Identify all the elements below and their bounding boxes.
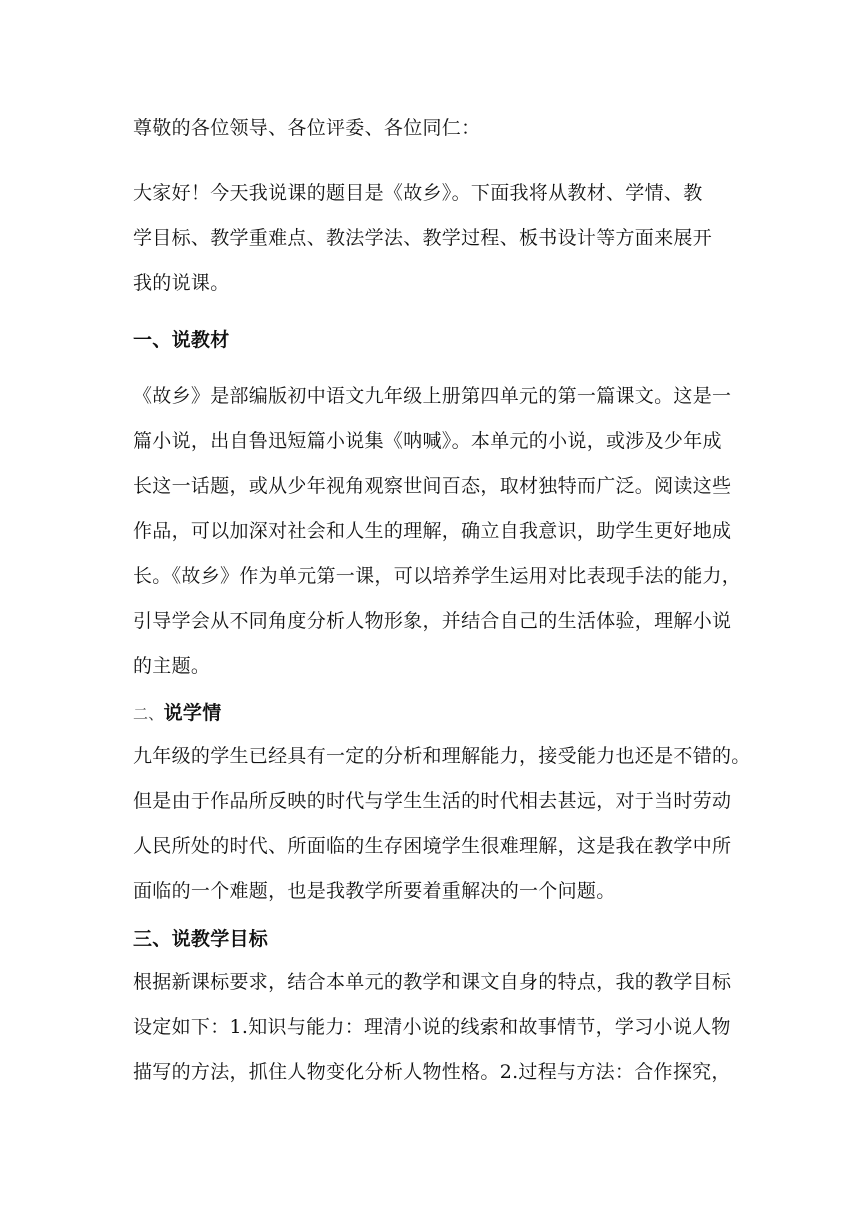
intro-line-1: 大家好！今天我说课的题目是《故乡》。下面我将从教材、学情、教: [133, 182, 703, 204]
textbook-line-3: 长这一话题，或从少年视角观察世间百态，取材独特而广泛。阅读这些: [133, 475, 732, 497]
textbook-line-4: 作品，可以加深对社会和人生的理解，确立自我意识，助学生更好地成: [133, 520, 732, 542]
section-heading-objectives: 三、说教学目标: [133, 928, 269, 950]
section-heading-textbook: 一、说教材: [133, 329, 230, 351]
intro-line-2: 学目标、教学重难点、教法学法、教学过程、板书设计等方面来展开: [133, 227, 713, 249]
objectives-line-2: 设定如下：1.知识与能力：理清小说的线索和故事情节，学习小说人物: [133, 1016, 731, 1038]
students-line-4: 面临的一个难题，也是我教学所要着重解决的一个问题。: [133, 880, 616, 902]
textbook-line-1: 《故乡》是部编版初中语文九年级上册第四单元的第一篇课文。这是一: [133, 385, 732, 407]
greeting: 尊敬的各位领导、各位评委、各位同仁：: [133, 117, 481, 139]
objectives-line-1: 根据新课标要求，结合本单元的教学和课文自身的特点，我的教学目标: [133, 971, 732, 993]
objectives-line-3: 描写的方法，抓住人物变化分析人物性格。2.过程与方法：合作探究，: [133, 1061, 731, 1083]
textbook-line-2: 篇小说，出自鲁迅短篇小说集《呐喊》。本单元的小说，或涉及少年成: [133, 430, 722, 452]
section-heading-students: [133, 703, 222, 724]
students-line-2: 但是由于作品所反映的时代与学生生活的时代相去甚远，对于当时劳动: [133, 790, 732, 812]
intro-line-3: 我的说课。: [133, 272, 230, 294]
textbook-line-5: 长。《故乡》作为单元第一课，可以培养学生运用对比表现手法的能力，: [133, 565, 742, 587]
section-heading-students-text: 说学情: [163, 702, 222, 724]
textbook-line-6: 引导学会从不同角度分析人物形象，并结合自己的生活体验，理解小说: [133, 610, 732, 632]
section-heading-students-number: 二、: [133, 705, 164, 723]
students-line-3: 人民所处的时代、所面临的生存困境学生很难理解，这是我在教学中所: [133, 835, 732, 857]
students-line-1: 九年级的学生已经具有一定的分析和理解能力，接受能力也还是不错的。: [133, 745, 751, 767]
textbook-line-7: 的主题。: [133, 655, 211, 677]
